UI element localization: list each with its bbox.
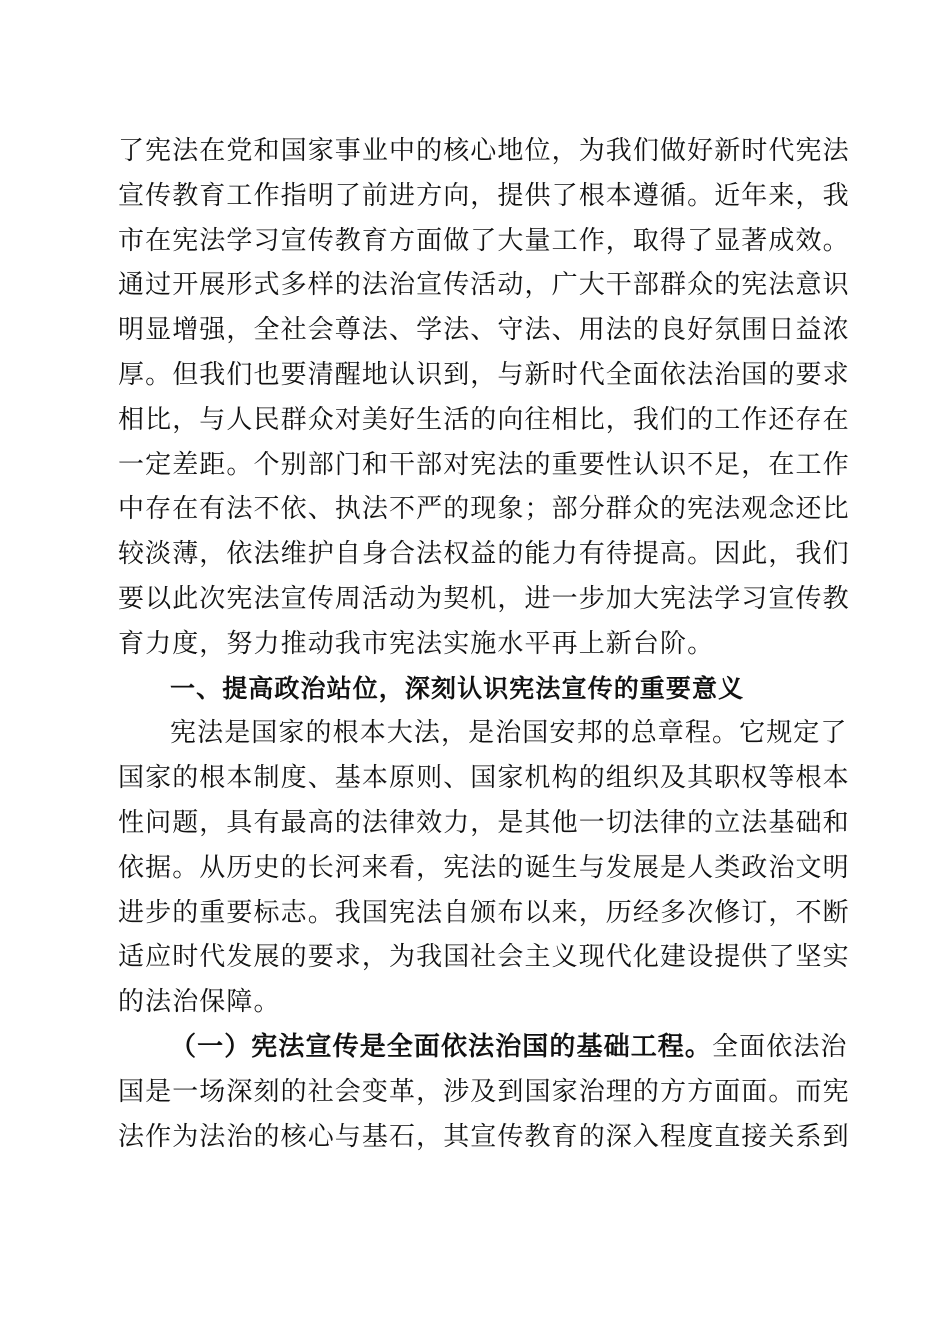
text-line: 国是一场深刻的社会变革，涉及到国家治理的方方面面。而宪 xyxy=(118,1076,850,1107)
text-line: 中存在有法不依、执法不严的现象；部分群众的宪法观念还比 xyxy=(118,494,850,525)
text-line: 了宪法在党和国家事业中的核心地位，为我们做好新时代宪法 xyxy=(118,136,850,166)
subsection-heading: （一）宪法宣传是全面依法治国的基础工程。 xyxy=(170,1031,713,1062)
text-line: 宪法是国家的根本大法，是治国安邦的总章程。它规定了 xyxy=(170,718,848,749)
text-line: 法作为法治的核心与基石，其宣传教育的深入程度直接关系到 xyxy=(118,1121,850,1152)
text-line: 国家的根本制度、基本原则、国家机构的组织及其职权等根本 xyxy=(118,763,850,794)
text-line: 市在宪法学习宣传教育方面做了大量工作，取得了显著成效。 xyxy=(118,225,850,256)
section-heading: 一、提高政治站位，深刻认识宪法宣传的重要意义 xyxy=(170,673,745,703)
text-line: 育力度，努力推动我市宪法实施水平再上新台阶。 xyxy=(118,628,715,659)
text-line: 宣传教育工作指明了前进方向，提供了根本遵循。近年来，我 xyxy=(118,180,850,211)
text-line: 厚。但我们也要清醒地认识到，与新时代全面依法治国的要求 xyxy=(118,359,850,390)
paragraph-continuation xyxy=(118,129,850,667)
text-line: 通过开展形式多样的法治宣传活动，广大干部群众的宪法意识 xyxy=(118,270,850,301)
text-line: 依据。从历史的长河来看，宪法的诞生与发展是人类政治文明 xyxy=(118,852,850,883)
text-line: 明显增强，全社会尊法、学法、守法、用法的良好氛围日益浓 xyxy=(118,315,850,346)
paragraph xyxy=(118,711,850,1025)
document-body xyxy=(118,129,850,1159)
text-line: 相比，与人民群众对美好生活的向往相比，我们的工作还存在 xyxy=(118,404,850,435)
text-line: 性问题，具有最高的法律效力，是其他一切法律的立法基础和 xyxy=(118,807,850,838)
text-line: 较淡薄，依法维护自身合法权益的能力有待提高。因此，我们 xyxy=(118,539,850,570)
text-run: 全面依法治 xyxy=(712,1031,848,1062)
text-line: 一定差距。个别部门和干部对宪法的重要性认识不足，在工作 xyxy=(118,449,850,480)
text-line: 适应时代发展的要求，为我国社会主义现代化建设提供了坚实 xyxy=(118,942,850,973)
text-line xyxy=(118,1025,848,1070)
paragraph xyxy=(118,1025,850,1159)
text-line: 要以此次宪法宣传周活动为契机，进一步加大宪法学习宣传教 xyxy=(118,583,850,614)
text-line: 进步的重要标志。我国宪法自颁布以来，历经多次修订，不断 xyxy=(118,897,850,928)
text-line: 的法治保障。 xyxy=(118,987,281,1018)
